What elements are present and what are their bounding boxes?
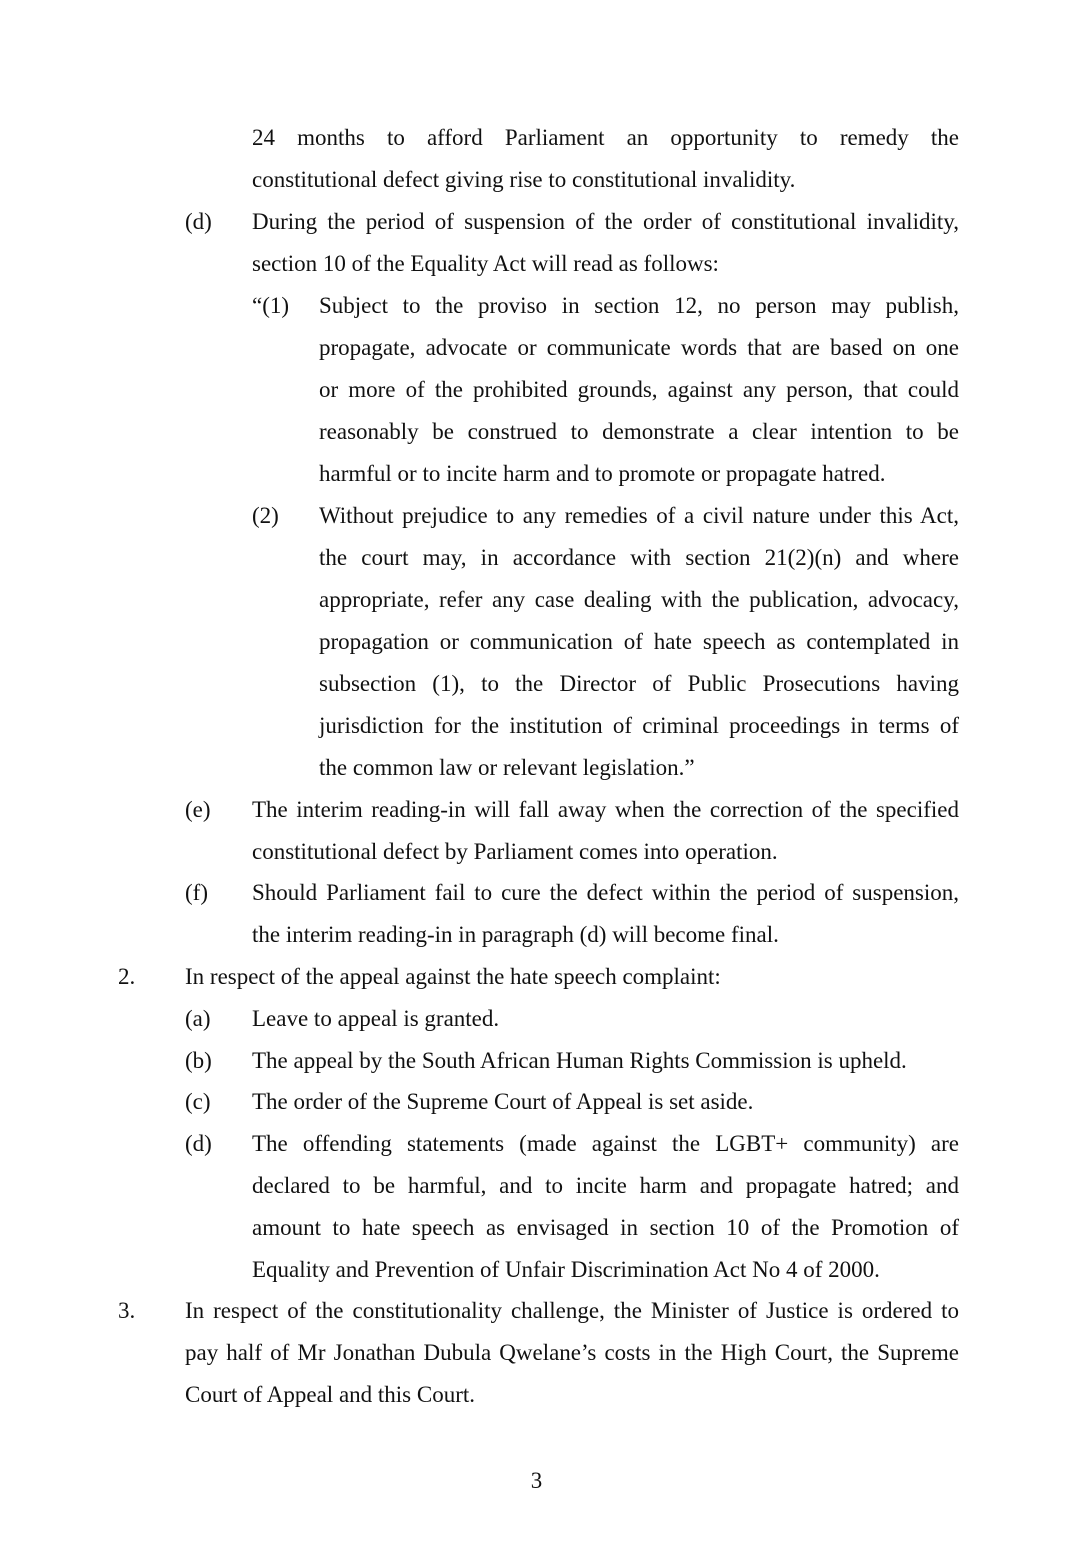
body-line: amount to hate speech as envisaged in section 10 of the Promotion of [252,1215,959,1240]
item-label: (f) [185,880,208,905]
body-line: or more of the prohibited grounds, against any person, that could [319,377,959,402]
body-line: Without prejudice to any remedies of a civil nature under this Act, [319,503,959,528]
paragraph-number: 2. [118,964,136,989]
body-line: The offending statements (made against the LGBT+ community) are [252,1131,959,1156]
subsection-label: “(1) [252,293,290,318]
body-line: harmful or to incite harm and to promote or propagate hatred. [319,461,886,486]
body-line: section 10 of the Equality Act will read as follows: [252,251,719,276]
body-line: In respect of the constitutionality challenge, the Minister of Justice is ordered to [185,1298,959,1323]
body-line: The interim reading-in will fall away when the correction of the specified [252,797,959,822]
body-line: Court of Appeal and this Court. [185,1382,476,1407]
item-label: (b) [185,1048,212,1073]
body-line: In respect of the appeal against the hate speech complaint: [185,964,721,989]
paragraph-number: 3. [118,1298,136,1323]
body-line: propagation or communication of hate speech as contemplated in [319,629,959,654]
body-line: declared to be harmful, and to incite harm and propagate hatred; and [252,1173,959,1198]
body-line: the common law or relevant legislation.” [319,755,695,780]
body-line: appropriate, refer any case dealing with the publication, advocacy, [319,587,959,612]
body-line: propagate, advocate or communicate words that are based on one [319,335,959,360]
body-line: The order of the Supreme Court of Appeal is set aside. [252,1089,754,1114]
body-line: constitutional defect by Parliament comes into operation. [252,839,778,864]
body-line: Subject to the proviso in section 12, no person may publish, [319,293,959,318]
item-label: (d) [185,209,212,234]
item-label: (a) [185,1006,211,1031]
body-line: jurisdiction for the institution of criminal proceedings in terms of [319,713,959,738]
subsection-label: (2) [252,503,279,528]
body-line: During the period of suspension of the order of constitutional invalidity, [252,209,959,234]
body-line: the interim reading-in in paragraph (d) will become final. [252,922,779,947]
body-line: subsection (1), to the Director of Public Prosecutions having [319,671,959,696]
item-label: (c) [185,1089,211,1114]
body-line: Equality and Prevention of Unfair Discrimination Act No 4 of 2000. [252,1257,880,1282]
body-line: Should Parliament fail to cure the defect within the period of suspension, [252,880,959,905]
item-label: (d) [185,1131,212,1156]
body-line: the court may, in accordance with section 21(2)(n) and where [319,545,959,570]
body-line: 24 months to afford Parliament an opportunity to remedy the [252,125,959,150]
body-line: reasonably be construed to demonstrate a clear intention to be [319,419,959,444]
body-line: pay half of Mr Jonathan Dubula Qwelane’s costs in the High Court, the Supreme [185,1340,959,1365]
page-number: 3 [530,1468,543,1493]
item-label: (e) [185,797,211,822]
body-line: Leave to appeal is granted. [252,1006,500,1031]
body-line: The appeal by the South African Human Rights Commission is upheld. [252,1048,907,1073]
body-line: constitutional defect giving rise to constitutional invalidity. [252,167,796,192]
